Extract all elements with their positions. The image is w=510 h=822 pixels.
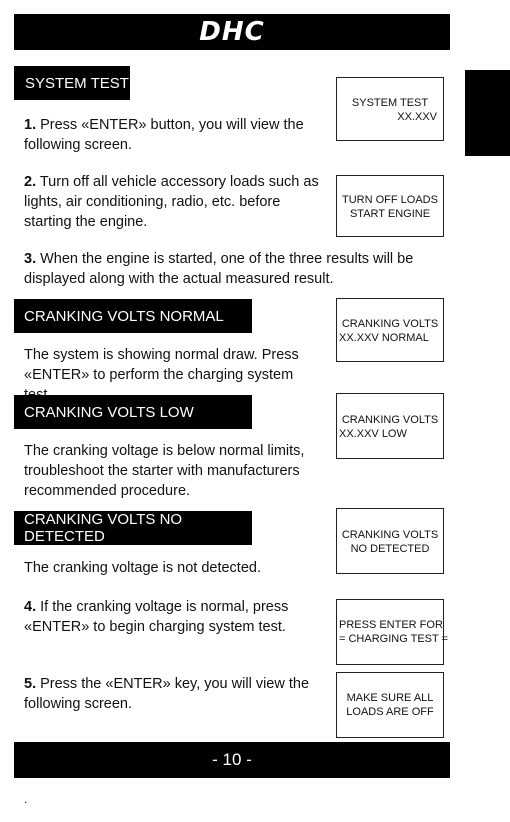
lcd-screen-make-sure [336,672,444,738]
step-text: Turn off all vehicle accessory loads such as lights, air conditioning, radio, etc. before starting the engine. [24,174,319,230]
step-4 [24,597,314,637]
lcd-screen-low [336,393,444,459]
lcd-screen-normal [336,298,444,362]
screen-line-1: CRANKING VOLTS [341,318,439,330]
step-number: 5. [24,676,37,692]
section-heading-label: CRANKING VOLTS NO DETECTED [24,511,183,545]
section-heading-low [14,395,252,429]
step-text: When the engine is started, one of the three results will be displayed along with the actual measured result. [24,251,414,287]
screen-line-2 [337,331,443,345]
screen-line-2 [337,427,443,441]
screen-line-2: = CHARGING TEST = [339,633,449,645]
description-text: The cranking voltage is not detected. [24,560,261,576]
voltage-value: XX.XXV [339,332,379,344]
step-number: 4. [24,599,37,615]
screen-line-1: TURN OFF LOADS [342,194,438,206]
status-value: LOW [381,428,407,440]
screen-line-1: CRANKING VOLTS [341,529,439,541]
not-detected-description [24,558,324,578]
screen-line-1: MAKE SURE ALL [346,692,434,704]
screen-line-1: CRANKING VOLTS [341,414,439,426]
screen-line-2: NO DETECTED [350,543,430,555]
section-heading-system-test [14,66,130,100]
description-text: The cranking voltage is below normal limits, troubleshoot the starter with manufacturers recommended procedure. [24,443,305,499]
step-number: 3. [24,251,37,267]
step-5 [24,674,314,714]
section-heading-label: CRANKING VOLTS LOW [24,403,194,421]
footnote-mark: . [24,792,28,806]
step-2 [24,172,324,232]
chapter-tab [465,70,510,156]
lcd-screen-turn-off-loads [336,175,444,237]
section-heading-label: CRANKING VOLTS NORMAL [24,307,224,325]
low-description [24,441,324,501]
header-bar [14,14,450,50]
page-number: - 10 - [212,750,252,769]
brand-logo: DHC [199,17,265,47]
section-heading-label: SYSTEM TEST [25,74,129,92]
screen-line-2: START ENGINE [349,208,431,220]
step-text: Press «ENTER» button, you will view the following screen. [24,117,304,153]
lcd-screen-press-enter [336,599,449,665]
screen-line-1: SYSTEM TEST [351,97,429,109]
step-text: If the cranking voltage is normal, press «ENTER» to begin charging system test. [24,599,289,635]
step-number: 2. [24,174,37,190]
screen-line-1: PRESS ENTER FOR [339,619,443,631]
voltage-value: XX.XXV [339,428,379,440]
lcd-screen-system-test [336,77,444,141]
section-heading-normal [14,299,252,333]
lcd-screen-not-detected [336,508,444,574]
status-value: NORMAL [381,332,429,344]
screen-line-2: LOADS ARE OFF [346,706,434,718]
step-number: 1. [24,117,37,133]
page-footer [14,742,450,778]
step-text: Press the «ENTER» key, you will view the following screen. [24,676,310,712]
section-heading-not-detected [14,511,252,545]
screen-line-2: XX.XXV [397,111,437,123]
step-1 [24,115,314,155]
description-text: The system is showing normal draw. Press «ENTER» to perform the charging system [24,347,299,383]
step-3 [24,249,424,289]
